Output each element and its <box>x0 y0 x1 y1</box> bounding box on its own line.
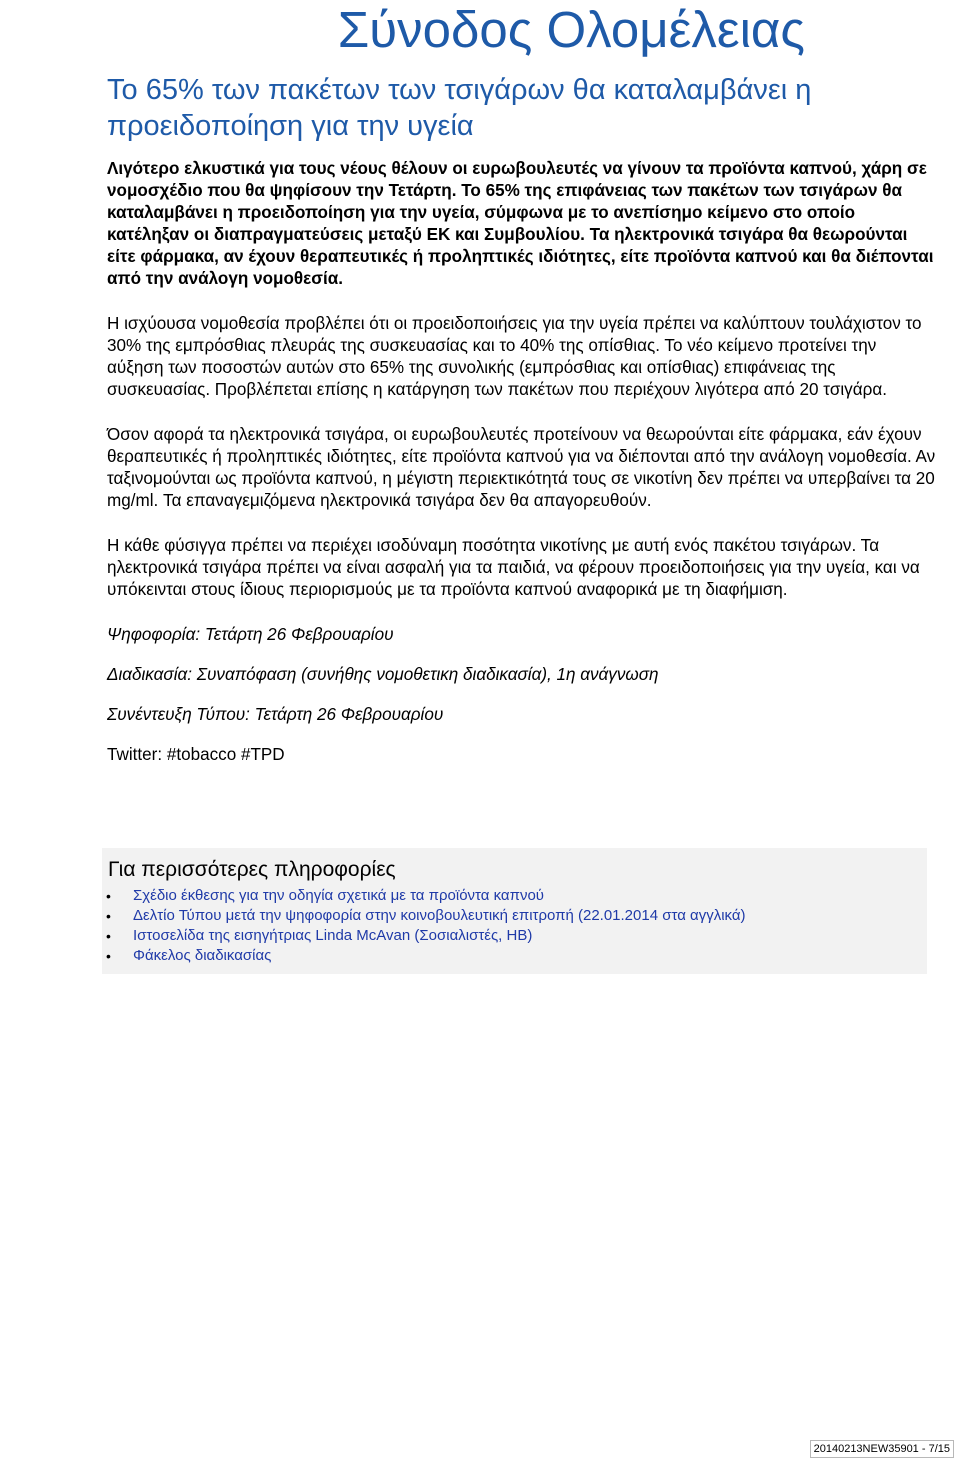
press-conference-info: Συνέντευξη Τύπου: Τετάρτη 26 Φεβρουαρίου <box>107 705 444 724</box>
list-item <box>106 946 746 966</box>
body-paragraph: Η ισχύουσα νομοθεσία προβλέπει ότι οι προειδοποιήσεις για την υγεία πρέπει να καλύπτουν τουλάχιστον το 30% της εμπρόσθιας πλευράς της συσκευασίας και το 40% της οπίσθιας. Το νέο κείμενο προτείνει την αύξηση των ποσοστών αυτών στο 65% της συνολικής (εμπρόσθιας και οπίσθιας) επιφάνειας της συσκευασίας. Προβλέπεται επίσης η κατάργηση των πακέτων που περιέχουν λιγότερα από 20 τσιγάρα. <box>107 314 922 399</box>
document-reference: 20140213NEW35901 - 7/15 <box>810 1440 954 1458</box>
bullet-icon: • <box>106 888 111 904</box>
list-item <box>106 926 746 946</box>
article-body <box>107 158 937 784</box>
vote-date: Ψηφοφορία: Τετάρτη 26 Φεβρουαρίου <box>107 625 394 644</box>
article-headline: Το 65% των πακέτων των τσιγάρων θα καταλαμβάνει η προειδοποίηση για την υγεία <box>107 74 812 142</box>
link-draft-report[interactable]: Σχέδιο έκθεσης για την οδηγία σχετικά με τα προϊόντα καπνού <box>133 887 544 904</box>
procedure-info: Διαδικασία: Συναπόφαση (συνήθης νομοθετικη διαδικασία), 1η ανάγνωση <box>107 665 659 684</box>
list-item <box>106 886 746 906</box>
section-title: Σύνοδος Ολομέλειας <box>337 1 805 58</box>
bullet-icon: • <box>106 928 111 944</box>
list-item <box>106 906 746 926</box>
more-info-title: Για περισσότερες πληροφορίες <box>108 858 396 881</box>
article-lead: Λιγότερο ελκυστικά για τους νέους θέλουν οι ευρωβουλευτές να γίνουν τα προϊόντα καπνού, χάρη σε νομοσχέδιο που θα ψηφίσουν την Τετάρτη. Το 65% της επιφάνειας των πακέτων των τσιγάρων θα καταλαμβάνει η προειδοποίηση για την υγεία, σύμφωνα με το ανεπίσημο κείμενο στο οποίο κατέληξαν οι διαπραγματεύσεις μεταξύ ΕΚ και Συμβουλίου. Τα ηλεκτρονικά τσιγάρα θα θεωρούνται είτε φάρμακα, αν έχουν θεραπευτικές ή προληπτικές ιδιότητες, είτε προϊόντα καπνού και θα διέπονται από την ανάλογη νομοθεσία. <box>107 159 934 288</box>
body-paragraph: Όσον αφορά τα ηλεκτρονικά τσιγάρα, οι ευρωβουλευτές προτείνουν να θεωρούνται είτε φάρμακα, εάν έχουν θεραπευτικές ή προληπτικές ιδιότητες, είτε προϊόντα καπνού για να διέπονται από την ανάλογη νομοθεσία. Αν ταξινομούνται ως προϊόντα καπνού, η μέγιστη περιεκτικότητά τους σε νικοτίνη δεν πρέπει να υπερβαίνει τα 20 mg/ml. Τα επαναγεμιζόμενα ηλεκτρονικά τσιγάρα δεν θα απαγορευθούν. <box>107 425 936 510</box>
more-info-box <box>102 848 927 974</box>
more-info-links <box>106 886 746 966</box>
link-rapporteur-page[interactable]: Ιστοσελίδα της εισηγήτριας Linda McAvan (Σοσιαλιστές, ΗΒ) <box>133 927 533 944</box>
bullet-icon: • <box>106 908 111 924</box>
body-paragraph: Η κάθε φύσιγγα πρέπει να περιέχει ισοδύναμη ποσότητα νικοτίνης με αυτή ενός πακέτου τσιγάρων. Τα ηλεκτρονικά τσιγάρα πρέπει να είναι ασφαλή για τα παιδιά, να φέρουν προειδοποιήσεις για την υγεία, και να υπόκεινται στους ίδιους περιορισμούς με τα προϊόντα καπνού αναφορικά με τη διαφήμιση. <box>107 536 920 599</box>
link-procedure-file[interactable]: Φάκελος διαδικασίας <box>133 947 272 964</box>
twitter-hashtags: Twitter: #tobacco #TPD <box>107 745 285 764</box>
link-press-release[interactable]: Δελτίο Τύπου μετά την ψηφοφορία στην κοινοβουλευτική επιτροπή (22.01.2014 στα αγγλικά) <box>133 907 746 924</box>
bullet-icon: • <box>106 948 111 964</box>
